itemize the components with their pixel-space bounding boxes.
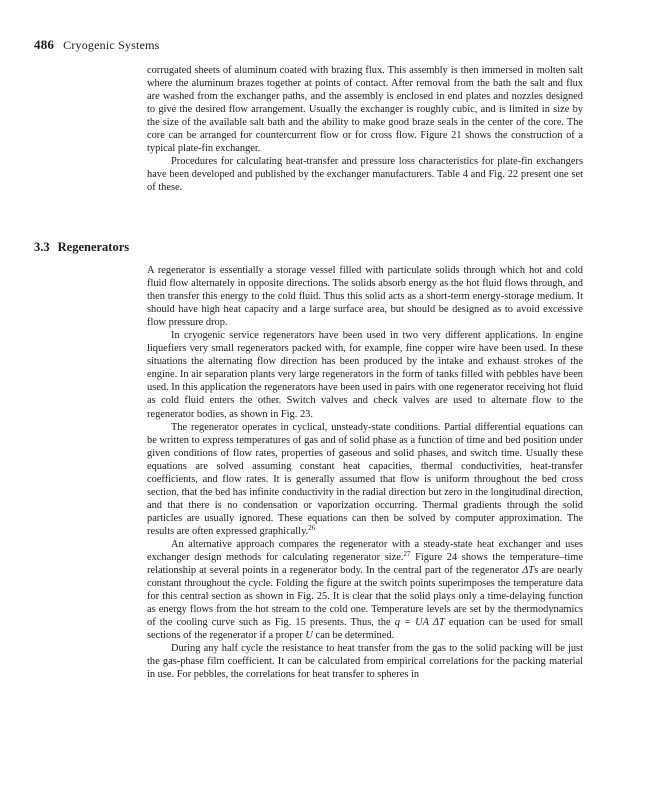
paragraph: During any half cycle the resistance to heat transfer from the gas to the solid packing will be just the gas-phase film coefficient. It can be calculated from empirical correlations for the packing material in use. For pebbles, the correlations for heat transfer to spheres in: [147, 643, 583, 681]
symbol: ΔT: [522, 565, 535, 577]
section-heading: [34, 240, 129, 255]
citation-ref: 26: [308, 523, 316, 532]
running-header: [34, 37, 160, 53]
paragraph-text: The regenerator operates in cyclical, unsteady-state conditions. Partial differential equations can be written to express temperatures of gas and of solid phase as a function of time and bed position under given conditions of flow rates, properties of gaseous and solid phases, and switch time. Usually these equations are solved assuming constant heat capacities, thermal conductivities, heat-transfer coefficients, and flow rates. It is generally assumed that flow is uniform throughout the bed cross section, that the bed has infinite conductivity in the radial direction but zero in the longitudinal direction, and that there is no condensation or vaporization occurring. Thermal gradients through the solid particles are usually ignored. These equations can then be solved by computer approximation. The results are often expressed graphically.: [147, 421, 583, 537]
paragraph: A regenerator is essentially a storage vessel filled with particulate solids through which hot and cold fluid flow alternately in opposite directions. The solids absorb energy as the hot fluid flows through, and then transfer this energy to the cold fluid. Thus this solid acts as a short-term energy-storage medium. It should have high heat capacity and a large surface area, but should be designed as to avoid excessive flow pressure drop.: [147, 265, 583, 329]
citation-ref: 27: [403, 550, 411, 559]
paragraph-text: are nearly constant throughout the cycle. Folding the figure at the switch points superimposes the temperature data for this central section as shown in Fig. 25. It is clear that the solid plays only a time-delaying function as energy flows from the hot stream to the cold one. Temperature levels are set by the thermodynamics of the cooling curve such as Fig. 15 presents. Thus, the: [147, 565, 583, 629]
symbol: U: [305, 630, 313, 642]
paragraph-text: equation can be used for small sections of the regenerator if a proper: [147, 617, 583, 642]
paragraph-text: s: [534, 565, 539, 577]
paragraph: corrugated sheets of aluminum coated with brazing flux. This assembly is then immersed in molten salt where the aluminum brazes together at points of contact. After removal from the bath the salt and flux are washed from the exchanger paths, and the assembly is enclosed in end plates and nozzles designed to give the desired flow arrangement. Usually the exchanger is roughly cubic, and is limited in size by the size of the available salt bath and the ability to make good braze seals in the center of the core. The core can be arranged for countercurrent flow or for cross flow. Figure 21 shows the construction of a typical plate-fin exchanger.: [147, 65, 583, 155]
section-text-block: [147, 264, 583, 682]
equation: q = UA ΔT: [394, 617, 445, 629]
paragraph-text: An alternative approach compares the regenerator with a steady-state heat exchanger and uses exchanger design methods for calculating regenerator size.: [147, 538, 583, 564]
paragraph: Procedures for calculating heat-transfer and pressure loss characteristics for plate-fin exchangers have been developed and published by the exchanger manufacturers. Table 4 and Fig. 22 present one set of these.: [147, 156, 583, 194]
paragraph: In cryogenic service regenerators have been used in two very different applications. In engine liquefiers very small regenerators packed with, for example, fine copper wire have been used. In these situations the alternating flow direction has been produced by the intake and exhaust strokes of the engine. In air separation plants very large regenerators in the form of tanks filled with pebbles have been used. In this application the regenerators have been used in pairs with one regenerator receiving hot fluid as cold fluid enters the other. Switch valves and check valves are used to alternate flow to the regenerator bodies, as shown in Fig. 23.: [147, 330, 583, 420]
paragraph-text: can be determined.: [312, 630, 395, 642]
running-title: Cryogenic Systems: [63, 38, 160, 52]
paragraph-text: Figure 24 shows the temperature–time relationship at several points in a regenerator body. In the central part of the regenerator: [147, 552, 583, 577]
page-number: 486: [34, 37, 55, 52]
section-number: 3.3: [34, 240, 50, 254]
top-text-block: [147, 64, 583, 194]
section-title: Regenerators: [57, 240, 130, 254]
paragraph: [147, 538, 583, 642]
paragraph: [147, 421, 583, 538]
